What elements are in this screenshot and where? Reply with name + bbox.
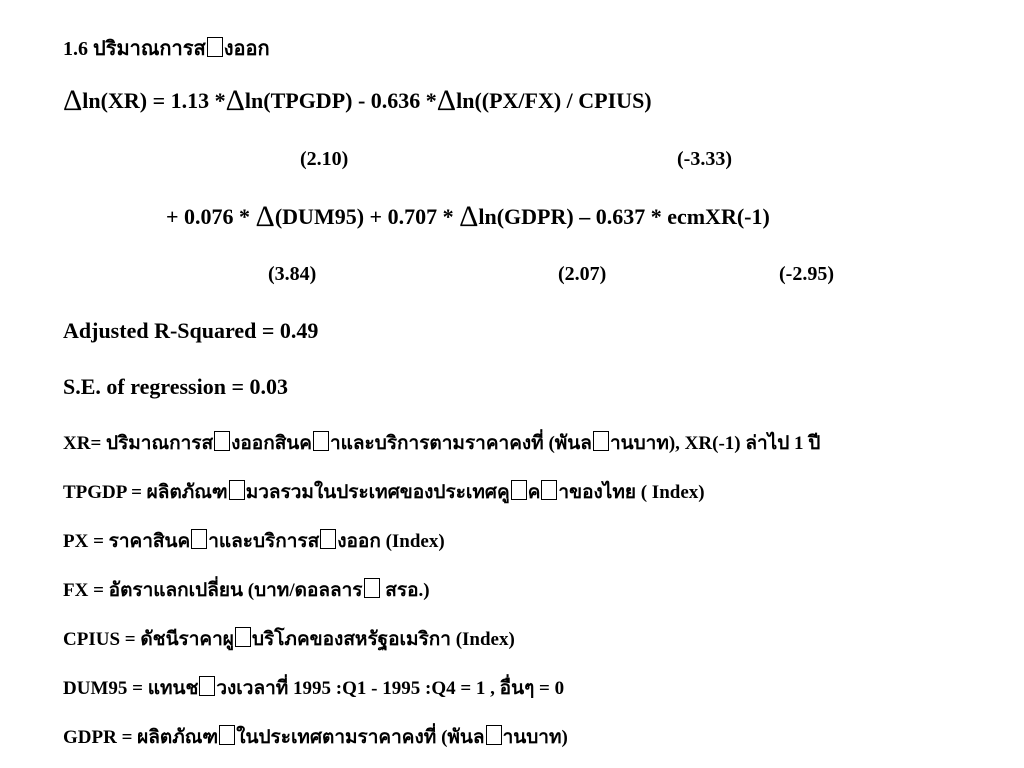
definition-px bbox=[63, 526, 445, 556]
equation-term: ln(TPGDP) - 0.636 * bbox=[244, 88, 437, 113]
standard-error: S.E. of regression = 0.03 bbox=[63, 374, 289, 399]
equation-line-2 bbox=[166, 200, 770, 234]
t-stat: (2.10) bbox=[300, 148, 349, 170]
definition-text: งออก (Index) bbox=[337, 531, 445, 552]
definition-dum95 bbox=[63, 673, 564, 703]
delta-symbol: Δ bbox=[255, 200, 275, 233]
definition-text: านบาท) bbox=[502, 727, 568, 748]
definition-text: CPIUS = ดัชนีราคาผู bbox=[63, 629, 234, 650]
t-stat: (2.07) bbox=[558, 263, 607, 285]
missing-glyph-icon bbox=[191, 529, 207, 549]
missing-glyph-icon bbox=[541, 480, 557, 500]
equation-term: ln(GDPR) – 0.637 * ecmXR(-1) bbox=[478, 204, 770, 229]
delta-symbol: Δ bbox=[459, 200, 479, 233]
missing-glyph-icon bbox=[214, 431, 230, 451]
t-stat: (-3.33) bbox=[677, 148, 732, 170]
definition-text: XR= ปริมาณการส bbox=[63, 433, 214, 454]
delta-symbol: Δ bbox=[63, 84, 83, 117]
missing-glyph-icon bbox=[199, 676, 215, 696]
definition-text: บริโภคของสหรัฐอเมริกา (Index) bbox=[251, 629, 515, 650]
definition-text: ในประเทศตามราคาคงที่ (พันล bbox=[236, 727, 485, 748]
equation-term: (DUM95) + 0.707 * bbox=[274, 204, 460, 229]
missing-glyph-icon bbox=[511, 480, 527, 500]
missing-glyph-icon bbox=[486, 725, 502, 745]
equation-term: + 0.076 * bbox=[166, 204, 256, 229]
missing-glyph-icon bbox=[320, 529, 336, 549]
definition-text: สรอ.) bbox=[380, 580, 430, 601]
missing-glyph-icon bbox=[313, 431, 329, 451]
definition-text: านบาท), XR(-1) ล่าไป 1 ปี bbox=[609, 433, 821, 454]
definition-tpgdp bbox=[63, 477, 705, 507]
delta-symbol: Δ bbox=[436, 84, 457, 117]
definition-text: าและบริการตามราคาคงที่ (พันล bbox=[330, 433, 592, 454]
equation-term: ln((PX/FX) / CPIUS) bbox=[456, 88, 652, 113]
definition-text: วงเวลาที่ 1995 :Q1 - 1995 :Q4 = 1 , อื่นๆ = 0 bbox=[216, 678, 565, 699]
heading-text-end: งออก bbox=[223, 38, 270, 60]
delta-symbol: Δ bbox=[225, 84, 245, 117]
missing-glyph-icon bbox=[207, 37, 223, 57]
section-heading bbox=[63, 32, 270, 64]
definition-gdpr bbox=[63, 722, 568, 752]
definition-fx bbox=[63, 575, 430, 605]
definition-text: มวลรวมในประเทศของประเทศคู bbox=[245, 482, 510, 503]
adjusted-r-squared: Adjusted R-Squared = 0.49 bbox=[63, 318, 319, 343]
missing-glyph-icon bbox=[229, 480, 245, 500]
definition-text: าของไทย ( Index) bbox=[558, 482, 705, 503]
definition-text: TPGDP = ผลิตภัณฑ bbox=[63, 482, 228, 503]
missing-glyph-icon bbox=[364, 578, 380, 598]
definition-text: ค bbox=[527, 482, 541, 503]
equation-line-1 bbox=[63, 84, 652, 118]
definition-text: งออกสินค bbox=[231, 433, 312, 454]
t-stat: (-2.95) bbox=[779, 263, 834, 285]
t-stat: (3.84) bbox=[268, 263, 317, 285]
definition-xr bbox=[63, 428, 820, 458]
definition-text: DUM95 = แทนช bbox=[63, 678, 199, 699]
missing-glyph-icon bbox=[219, 725, 235, 745]
missing-glyph-icon bbox=[235, 627, 251, 647]
missing-glyph-icon bbox=[593, 431, 609, 451]
definition-text: PX = ราคาสินค bbox=[63, 531, 191, 552]
definition-text: าและบริการส bbox=[208, 531, 320, 552]
definition-cpius bbox=[63, 624, 515, 654]
equation-term: ln(XR) = 1.13 * bbox=[82, 88, 226, 113]
definition-text: FX = อัตราแลกเปลี่ยน (บาท/ดอลลาร bbox=[63, 580, 363, 601]
heading-text: 1.6 ปริมาณการส bbox=[63, 38, 206, 60]
definition-text: GDPR = ผลิตภัณฑ bbox=[63, 727, 219, 748]
